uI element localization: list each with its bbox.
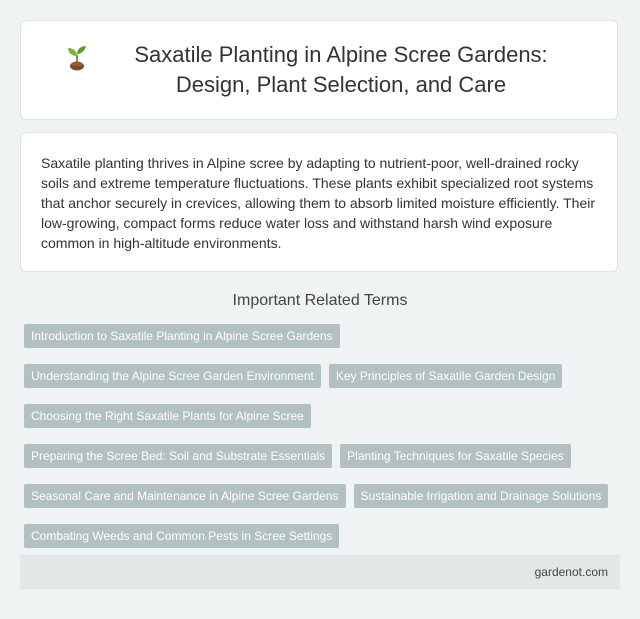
term-tag[interactable]: Seasonal Care and Maintenance in Alpine Scree Gardens [24, 484, 346, 508]
term-tag[interactable]: Preparing the Scree Bed: Soil and Substrate Essentials [24, 444, 332, 468]
footer-site-link[interactable]: gardenot.com [534, 565, 608, 579]
title-wrap [62, 40, 576, 100]
term-tag[interactable]: Combating Weeds and Common Pests in Scree Settings [24, 524, 339, 548]
sprout-icon [62, 42, 92, 72]
terms-heading: Important Related Terms [232, 292, 408, 309]
term-tag[interactable]: Introduction to Saxatile Planting in Alpine Scree Gardens [24, 324, 340, 348]
term-tag[interactable]: Planting Techniques for Saxatile Species [340, 444, 571, 468]
term-tag[interactable]: Sustainable Irrigation and Drainage Solutions [354, 484, 609, 508]
header-card [20, 20, 618, 120]
related-terms-list [24, 324, 620, 588]
summary-card [20, 132, 618, 272]
term-tag[interactable]: Understanding the Alpine Scree Garden Environment [24, 364, 321, 388]
page-title: Saxatile Planting in Alpine Scree Gardens: Design, Plant Selection, and Care [134, 42, 548, 97]
term-tag[interactable]: Choosing the Right Saxatile Plants for Alpine Scree [24, 404, 311, 428]
footer [20, 555, 620, 589]
term-tag[interactable]: Key Principles of Saxatile Garden Design [329, 364, 562, 388]
summary-text: Saxatile planting thrives in Alpine scree by adapting to nutrient-poor, well-drained rocky soils and extreme temperature fluctuations. These plants exhibit specialized root systems that anchor securely in crevices, allowing them to absorb limited moisture efficiently. Their low-growing, compact forms reduce water loss and withstand harsh wind exposure common in high-altitude environments. [41, 155, 596, 251]
